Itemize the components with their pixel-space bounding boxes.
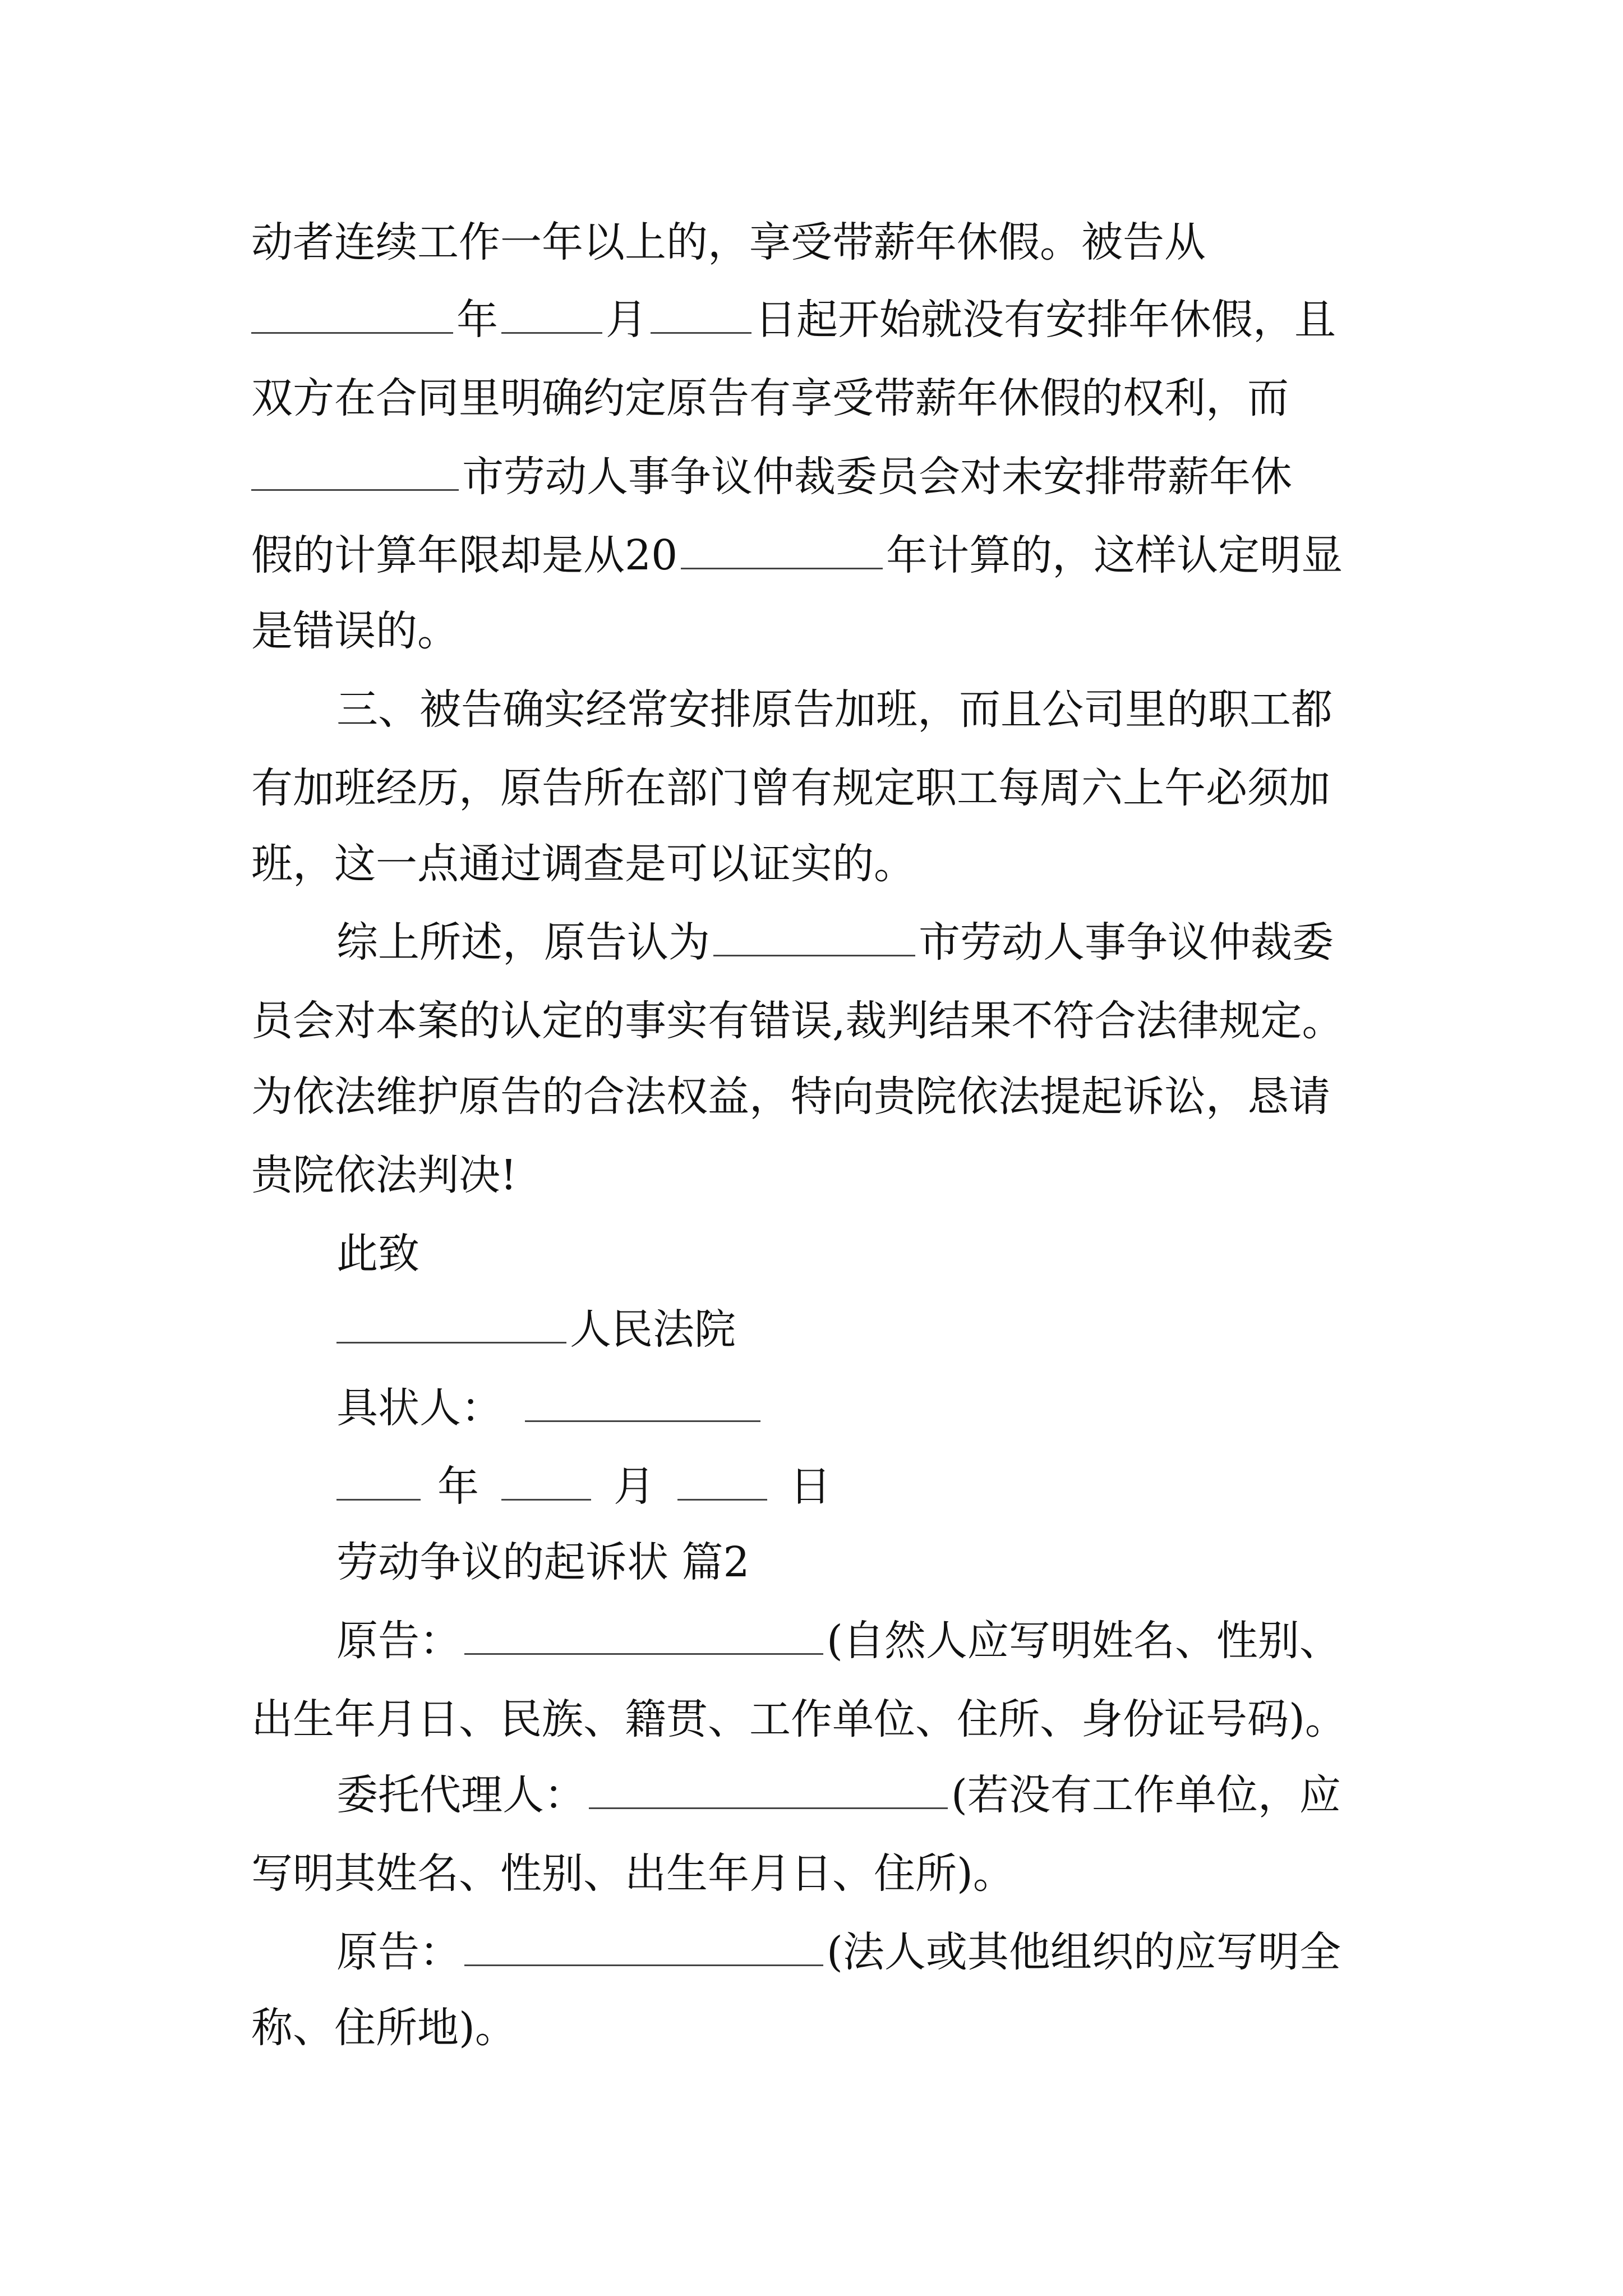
- text-segment: 劳动争议的起诉状 篇2: [336, 1538, 750, 1586]
- text-segment: 写明其姓名、性别、出生年月日、住所)。: [251, 1849, 1015, 1898]
- text-segment: (若没有工作单位，应: [951, 1771, 1341, 1819]
- blank-field: [501, 292, 602, 334]
- section-title: [336, 1529, 1385, 1596]
- text-line-13: [251, 1142, 1384, 1209]
- text-line-10: [336, 909, 1385, 976]
- blank-field: [589, 1767, 948, 1809]
- text-line-14: [251, 1686, 1384, 1753]
- blank-field: [677, 1458, 767, 1501]
- blank-field: [464, 1924, 823, 1966]
- text-segment: (法人或其他组织的应写明全: [827, 1928, 1341, 1976]
- blank-field: [336, 1301, 566, 1343]
- text-segment: 日起开始就没有安排年休假，且: [755, 296, 1336, 344]
- blank-field: [525, 1380, 760, 1422]
- blank-field: [464, 1613, 823, 1655]
- text-segment: 综上所述，原告认为: [336, 918, 710, 967]
- text-segment: 为依法维护原告的合法权益，特向贵院依法提起诉讼，恳请: [251, 1073, 1330, 1121]
- text-segment: 市劳动人事争议仲裁委: [919, 918, 1334, 967]
- text-line-8: [251, 754, 1384, 822]
- text-segment: 员会对本案的认定的事实有错误,裁判结果不符合法律规定。: [251, 997, 1344, 1045]
- salutation: [336, 1220, 1385, 1287]
- text-line-2: [251, 286, 1384, 353]
- court-line: [336, 1296, 1385, 1363]
- plaintiff-line-2: [336, 1918, 1385, 1986]
- text-segment: 具状人：: [336, 1384, 502, 1432]
- text-line-3: [251, 365, 1384, 432]
- text-segment: 人民法院: [570, 1305, 736, 1354]
- text-segment: 假的计算年限却是从20: [251, 531, 678, 579]
- text-line-15: [251, 1840, 1384, 1907]
- text-line-16: [251, 1994, 1384, 2062]
- text-segment: 出生年月日、民族、籍贯、工作单位、住所、身份证号码)。: [251, 1695, 1347, 1743]
- blank-field: [501, 1458, 591, 1501]
- text-segment: 原告：: [336, 1617, 461, 1665]
- text-segment: 双方在合同里明确约定原告有享受带薪年休假的权利，而: [251, 374, 1289, 422]
- blank-field: [651, 292, 751, 334]
- text-segment: 月: [606, 296, 647, 344]
- text-segment: 贵院依法判决!: [251, 1151, 517, 1199]
- plaintiff-line: [336, 1607, 1385, 1674]
- text-segment: 委托代理人：: [336, 1771, 585, 1819]
- signature-line: [336, 1374, 1385, 1442]
- agent-line: [336, 1761, 1385, 1829]
- text-segment: 月: [614, 1462, 655, 1511]
- text-segment: 三、被告确实经常安排原告加班，而且公司里的职工都: [336, 685, 1332, 734]
- text-segment: 年: [457, 296, 498, 344]
- text-segment: 称、住所地)。: [251, 2004, 517, 2052]
- blank-field: [681, 527, 883, 569]
- blank-field: [713, 914, 915, 956]
- text-line-12: [251, 1063, 1384, 1130]
- date-line: [336, 1453, 1385, 1520]
- text-line-4: [251, 443, 1384, 510]
- text-line-6: [251, 597, 1384, 665]
- text-segment: 年: [437, 1462, 479, 1511]
- blank-field: [336, 1458, 421, 1501]
- text-segment: 动者连续工作一年以上的，享受带薪年休假。被告从: [251, 218, 1206, 266]
- text-segment: 有加班经历，原告所在部门曾有规定职工每周六上午必须加: [251, 764, 1330, 812]
- text-segment: (自然人应写明姓名、性别、: [827, 1617, 1341, 1665]
- text-segment: 此致: [336, 1230, 419, 1278]
- text-segment: 班，这一点通过调查是可以证实的。: [251, 840, 915, 888]
- text-segment: 年计算的，这样认定明显: [886, 531, 1343, 579]
- blank-field: [251, 292, 453, 334]
- text-line-7: [336, 676, 1385, 743]
- text-segment: 是错误的。: [251, 607, 459, 655]
- text-line-1: [251, 209, 1384, 276]
- blank-field: [251, 449, 459, 491]
- text-segment: 市劳动人事争议仲裁委员会对未安排带薪年休: [462, 453, 1292, 501]
- text-segment: 日: [790, 1462, 831, 1511]
- text-line-11: [251, 987, 1384, 1055]
- text-segment: 原告：: [336, 1928, 461, 1976]
- text-line-5: [251, 522, 1384, 589]
- text-line-9: [251, 830, 1384, 898]
